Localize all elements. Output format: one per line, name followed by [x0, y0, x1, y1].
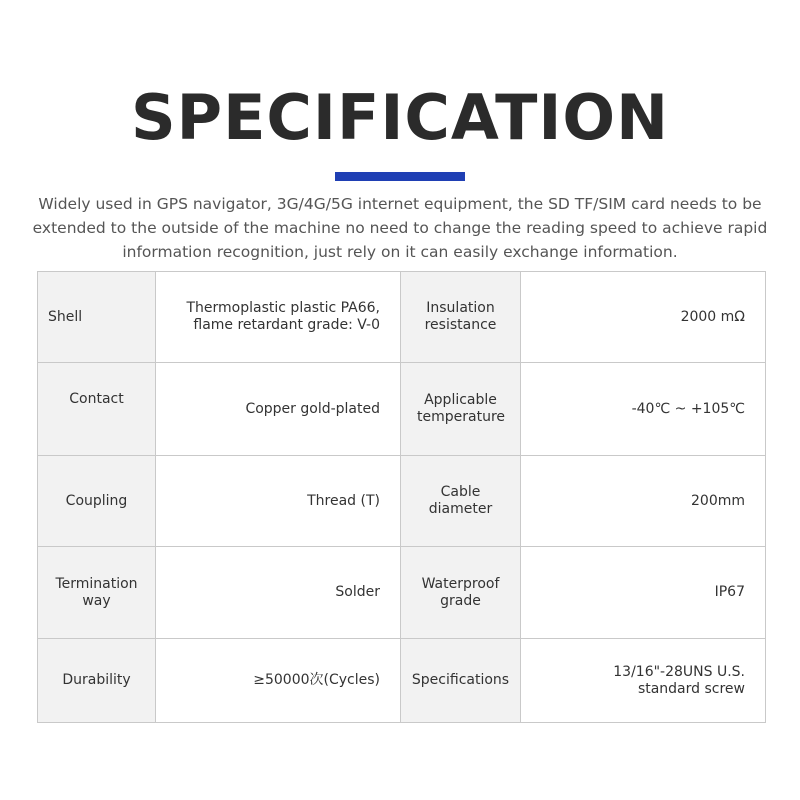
table-row — [38, 363, 766, 456]
spec-label-applicable-temperature: Applicable temperature — [401, 363, 521, 456]
spec-value-durability: ≥50000次(Cycles) — [156, 639, 401, 723]
spec-label-termination-way: Termination way — [38, 547, 156, 639]
spec-value-applicable-temperature: -40℃ ~ +105℃ — [521, 363, 766, 456]
spec-label-contact: Contact — [38, 363, 156, 456]
spec-value-insulation-resistance: 2000 mΩ — [521, 272, 766, 363]
table-row — [38, 547, 766, 639]
table-row — [38, 456, 766, 547]
spec-value-contact: Copper gold-plated — [156, 363, 401, 456]
specification-table — [37, 271, 766, 723]
title-accent-bar — [335, 172, 465, 181]
table-row — [38, 272, 766, 363]
description-text: Widely used in GPS navigator, 3G/4G/5G internet equipment, the SD TF/SIM card needs to be extended to the outside of the machine no need to change the reading speed to achieve rapid information recognition, just rely on it can easily exchange information. — [32, 195, 768, 261]
page-title: SPECIFICATION — [130, 81, 670, 154]
spec-label-specifications: Specifications — [401, 639, 521, 723]
spec-value-shell: Thermoplastic plastic PA66, flame retardant grade: V-0 — [156, 272, 401, 363]
spec-value-cable-diameter: 200mm — [521, 456, 766, 547]
spec-value-waterproof-grade: IP67 — [521, 547, 766, 639]
table-row — [38, 639, 766, 723]
spec-label-cable-diameter: Cable diameter — [401, 456, 521, 547]
spec-label-waterproof-grade: Waterproof grade — [401, 547, 521, 639]
spec-value-coupling: Thread (T) — [156, 456, 401, 547]
spec-label-coupling: Coupling — [38, 456, 156, 547]
spec-label-durability: Durability — [38, 639, 156, 723]
spec-label-insulation-resistance: Insulation resistance — [401, 272, 521, 363]
spec-value-specifications: 13/16"-28UNS U.S. standard screw — [521, 639, 766, 723]
spec-value-termination-way: Solder — [156, 547, 401, 639]
spec-label-shell: Shell — [38, 272, 156, 363]
